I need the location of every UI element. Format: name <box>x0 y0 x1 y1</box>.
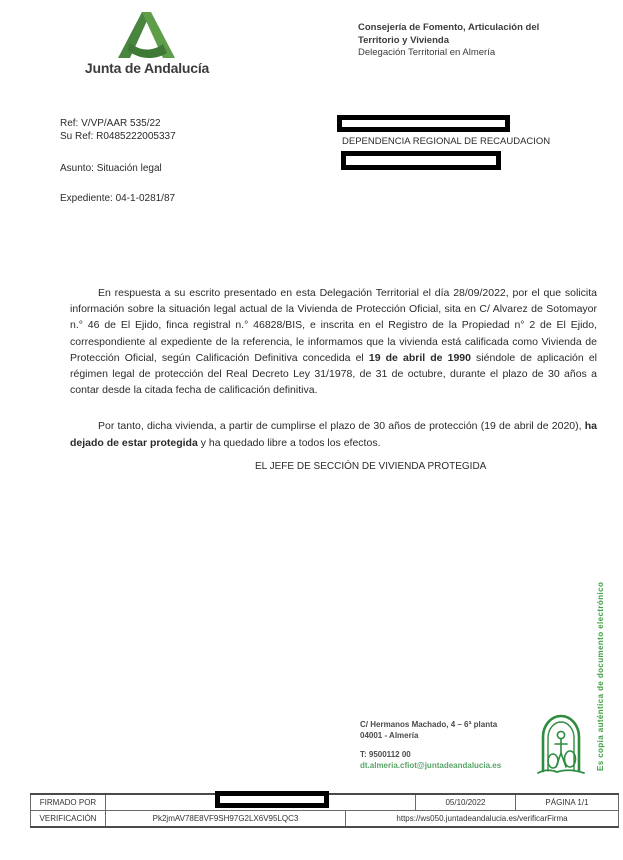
junta-a-icon <box>118 12 176 58</box>
department-line1: Consejería de Fomento, Articulación del <box>358 22 540 33</box>
email-link[interactable]: dt.almeria.cfiot@juntadeandalucia.es <box>360 761 502 770</box>
junta-emblem-stamp-icon <box>533 711 589 777</box>
reference-block <box>60 117 176 205</box>
table-row-verificacion <box>30 810 619 828</box>
su-ref-number: Su Ref: R0485222005337 <box>60 131 176 142</box>
signature-title: EL JEFE DE SECCIÓN DE VIVIENDA PROTEGIDA <box>255 461 487 472</box>
expediente-line: Expediente: 04-1-0281/87 <box>60 193 176 204</box>
department-line2: Territorio y Vivienda <box>358 34 449 46</box>
redaction-bar-recipient-2 <box>341 151 501 170</box>
ref-number: Ref: V/VP/AAR 535/22 <box>60 118 161 129</box>
recipient-line: DEPENDENCIA REGIONAL DE RECAUDACION <box>342 136 551 147</box>
asunto-line: Asunto: Situación legal <box>60 163 162 174</box>
redaction-bar-signer <box>215 791 329 808</box>
p2-bold-phrase: ha dejado de estar protegida <box>70 420 597 449</box>
p2-text-post: y ha quedado libre a todos los efectos. <box>197 436 381 449</box>
phone-line: T: 9500112 00 <box>360 750 411 759</box>
junta-logo <box>77 12 217 76</box>
paragraph-1 <box>70 285 597 398</box>
p2-text-pre: Por tanto, dicha vivienda, a partir de cumplirse el plazo de 30 años de protección (19 de abril de 2020), <box>98 420 585 433</box>
p1-text-pre: En respuesta a su escrito presentado en esta Delegación Territorial el día 28/09/2022, por el que solicita información sobre la situación legal actual de la Vivienda de Protección Oficial, sita en C/ Alvarez de Sotomayor n.° 46 de El Ejido, finca registral n.° 46828/BIS, e inscrita en el Registro de la Propiedad n° 2 de El Ejido, correspondiente al expediente de la referencia, le informamos que la vivienda está calificada como Vivienda de Protección Oficial, según Calificación Definitiva concedida el <box>70 287 597 364</box>
authenticity-side-note: Es copia auténtica de documento electrónico <box>596 581 605 771</box>
firmado-label-cell: FIRMADO POR <box>30 795 105 810</box>
footer-address <box>360 719 501 771</box>
letter-body <box>70 285 597 451</box>
address-line1: C/ Hermanos Machado, 4 – 6ª planta <box>360 720 498 729</box>
p1-text-post: siéndole de aplicación el régimen legal de protección del Real Decreto Ley 31/1978, de 31 de octubre, durante el plazo de 30 años a contar desde la citada fecha de calificación definitiva. <box>70 351 597 397</box>
verification-code-cell: Pk2jmAV78E8VF9SH97G2LX6V95LQC3 <box>105 811 345 826</box>
redaction-bar-recipient-1 <box>337 115 510 132</box>
department-line3: Delegación Territorial en Almería <box>358 47 496 58</box>
logo-wordmark: Junta de Andalucía <box>84 60 210 76</box>
verificacion-label-cell: VERIFICACIÓN <box>30 811 105 826</box>
paragraph-2 <box>70 418 597 450</box>
verification-url-cell: https://ws050.juntadeandalucia.es/verificarFirma <box>345 811 619 826</box>
page-cell: PÁGINA 1/1 <box>515 795 619 810</box>
date-cell: 05/10/2022 <box>415 795 515 810</box>
department-header <box>358 22 539 60</box>
p1-bold-date: 19 de abril de 1990 <box>368 351 471 364</box>
address-line2: 04001 - Almería <box>360 731 419 740</box>
